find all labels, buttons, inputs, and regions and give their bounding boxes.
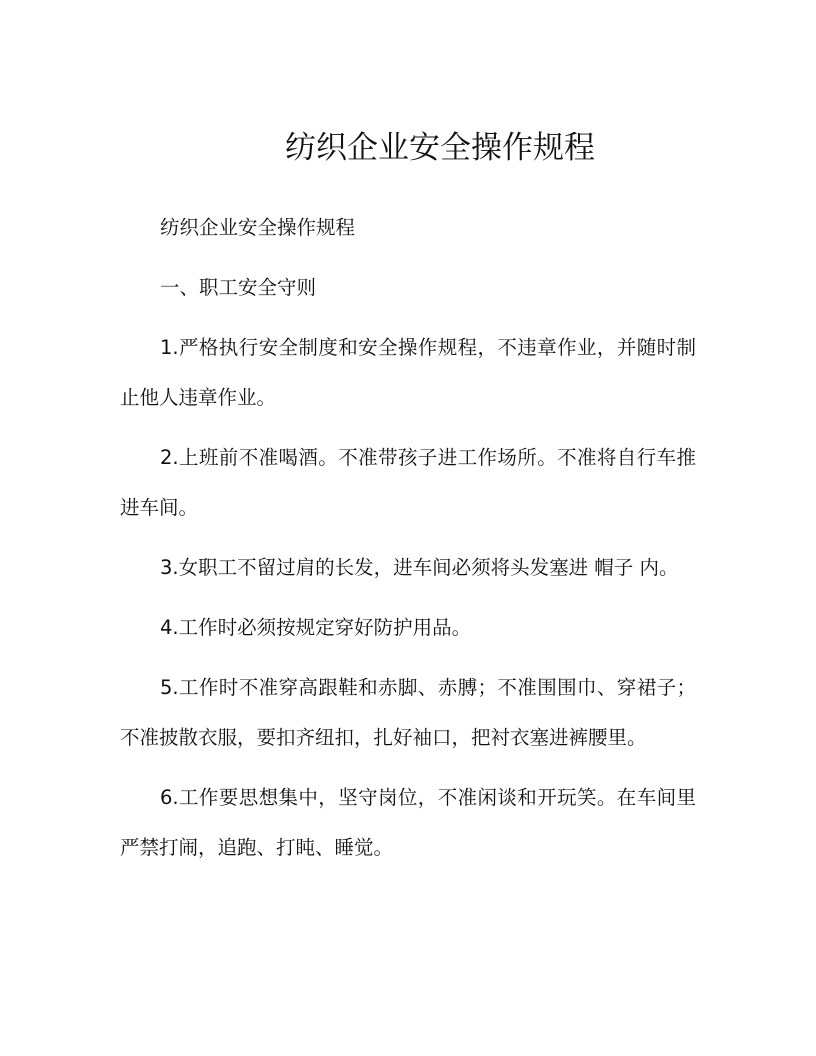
rule-paragraph: 5.工作时不准穿高跟鞋和赤脚、赤膊；不准围围巾、穿裙子；不准披散衣服，要扣齐纽扣，扎好袖口，把衬衣塞进裤腰里。 [120,676,696,749]
document-body [120,203,696,883]
rule-paragraph: 1.严格执行安全制度和安全操作规程，不违章作业，并随时制止他人违章作业。 [120,336,696,409]
subtitle-paragraph: 纺织企业安全操作规程 [160,216,356,239]
section-heading: 一、职工安全守则 [160,276,317,299]
rule-paragraph: 3.女职工不留过肩的长发，进车间必须将头发塞进 帽子 内。 [160,556,679,579]
rule-paragraph: 4.工作时必须按规定穿好防护用品。 [160,616,472,639]
rule-paragraph: 2.上班前不准喝酒。不准带孩子进工作场所。不准将自行车推进车间。 [120,446,696,519]
rule-paragraph: 6.工作要思想集中，坚守岗位，不准闲谈和开玩笑。在车间里严禁打闹，追跑、打盹、睡觉。 [120,786,696,859]
document-title: 纺织企业安全操作规程 [285,130,595,166]
